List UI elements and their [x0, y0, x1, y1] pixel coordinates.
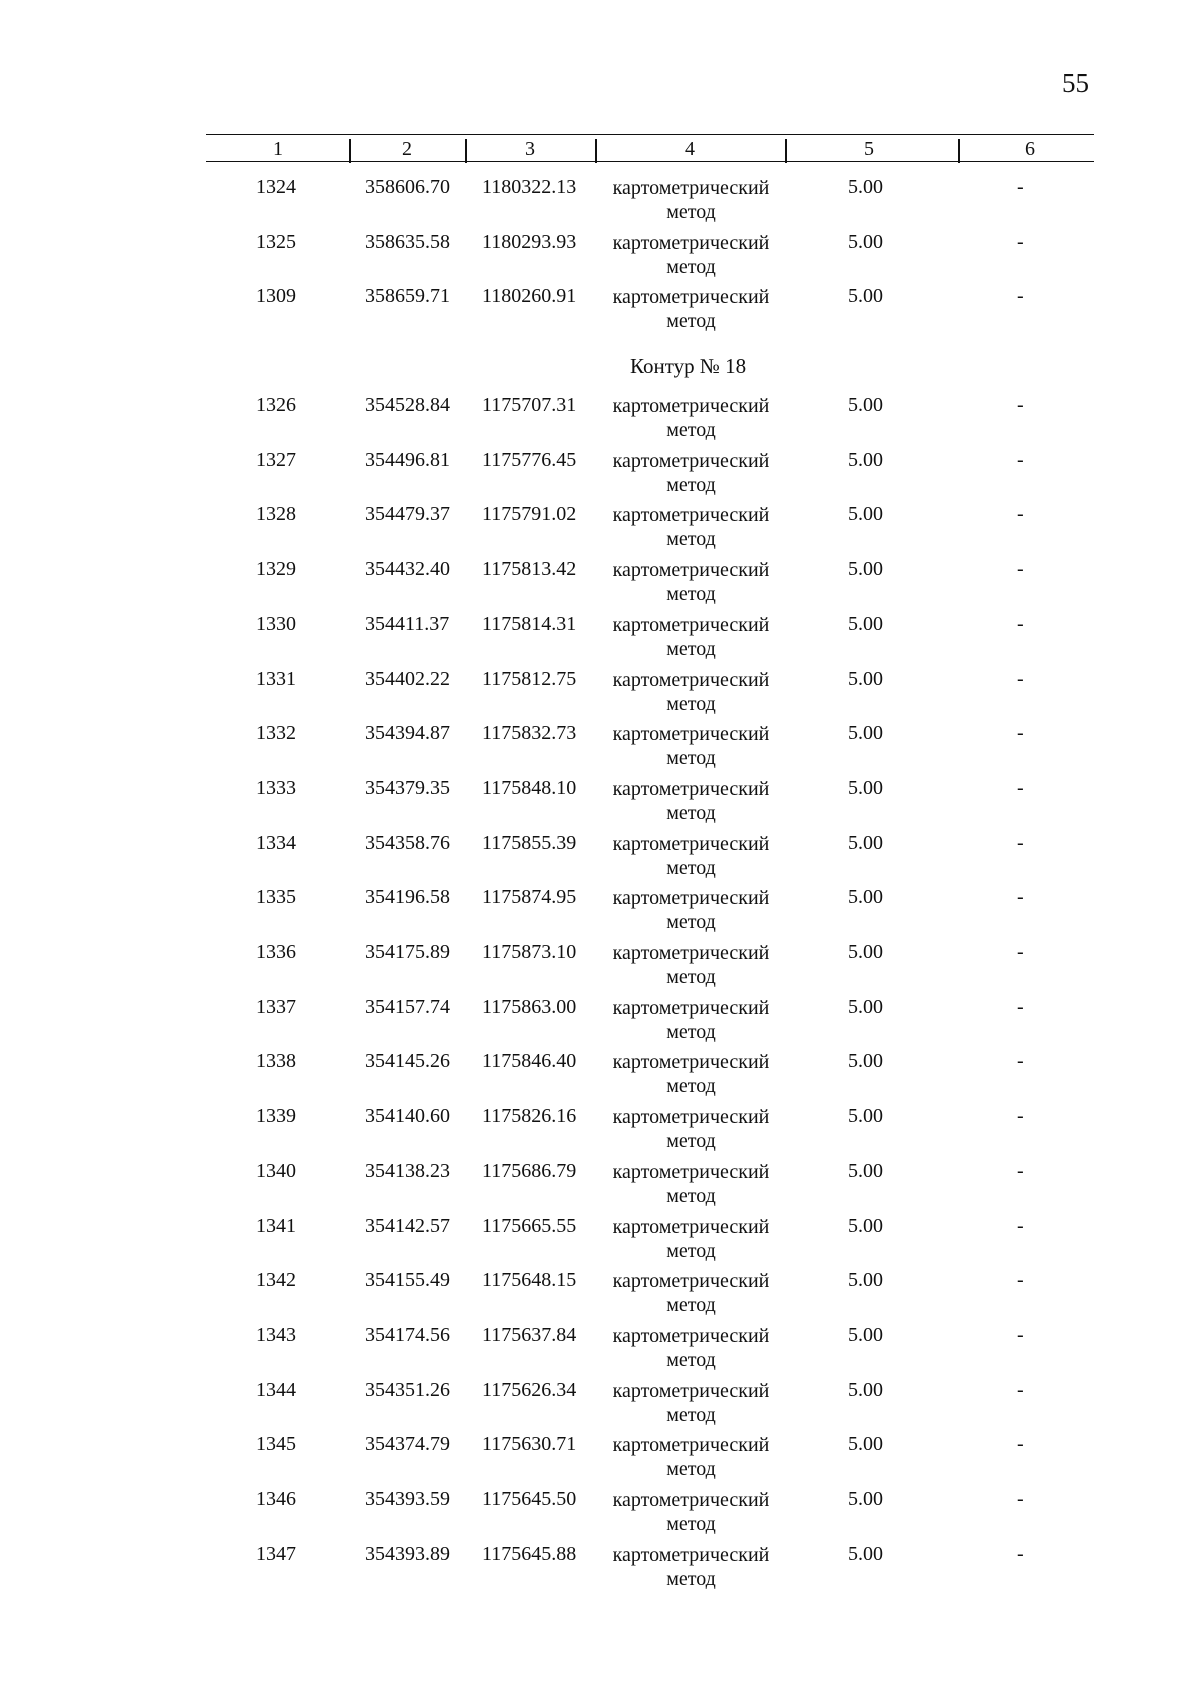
x-coordinate: 354351.26 [365, 1378, 450, 1401]
accuracy-value: 5.00 [848, 1050, 883, 1073]
point-number: 1341 [256, 1214, 296, 1237]
accuracy-value: 5.00 [848, 1214, 883, 1237]
method-line-2: метод [666, 310, 716, 333]
note-value: - [1017, 831, 1024, 854]
y-coordinate: 1175848.10 [482, 776, 577, 799]
method-cell [606, 1488, 776, 1536]
header-separator [785, 139, 787, 163]
note-value: - [1017, 1269, 1024, 1292]
point-number: 1334 [256, 831, 296, 854]
y-coordinate: 1175707.31 [482, 394, 577, 416]
y-coordinate: 1175813.42 [482, 558, 577, 581]
y-coordinate: 1175791.02 [482, 503, 577, 526]
accuracy-value: 5.00 [848, 1269, 883, 1292]
method-line-1: картометрический [612, 1051, 770, 1074]
point-number: 1345 [256, 1433, 296, 1456]
note-value: - [1017, 285, 1024, 308]
method-line-1: картометрический [612, 887, 770, 910]
point-number: 1329 [256, 558, 296, 581]
method-line-2: метод [666, 473, 716, 496]
method-line-1: картометрический [612, 942, 770, 964]
point-number: 1324 [256, 176, 296, 198]
method-line-1: картометрический [612, 177, 770, 199]
x-coordinate: 354496.81 [365, 448, 450, 471]
x-coordinate: 354411.37 [365, 612, 450, 635]
x-coordinate: 354140.60 [365, 1105, 450, 1128]
accuracy-value: 5.00 [848, 1542, 883, 1565]
method-line-2: метод [666, 201, 716, 223]
point-number: 1338 [256, 1050, 296, 1073]
header-col-2: 2 [402, 138, 412, 160]
method-cell [606, 668, 776, 716]
method-cell [606, 1215, 776, 1263]
header-separator [465, 139, 467, 163]
note-value: - [1017, 995, 1024, 1018]
method-cell [606, 1433, 776, 1481]
table-header-bottom-rule [206, 161, 1094, 162]
accuracy-value: 5.00 [848, 722, 883, 745]
method-line-1: картометрический [612, 1543, 770, 1566]
method-line-1: картометрический [612, 449, 770, 472]
note-value: - [1017, 1105, 1024, 1128]
method-line-1: картометрический [612, 1324, 770, 1347]
method-line-1: картометрический [612, 504, 770, 527]
note-value: - [1017, 558, 1024, 581]
point-number: 1347 [256, 1542, 296, 1565]
method-cell [606, 176, 776, 224]
method-line-2: метод [666, 1403, 716, 1426]
method-line-1: картометрический [612, 668, 770, 691]
method-line-1: картометрический [612, 1379, 770, 1402]
note-value: - [1017, 1159, 1024, 1182]
header-col-4: 4 [685, 138, 695, 160]
accuracy-value: 5.00 [848, 285, 883, 308]
accuracy-value: 5.00 [848, 995, 883, 1018]
method-cell [606, 996, 776, 1044]
method-cell [606, 941, 776, 989]
y-coordinate: 1175776.45 [482, 448, 577, 471]
point-number: 1332 [256, 722, 296, 745]
y-coordinate: 1175812.75 [482, 667, 577, 690]
note-value: - [1017, 776, 1024, 799]
method-line-2: метод [666, 1348, 716, 1371]
x-coordinate: 354138.23 [365, 1159, 450, 1182]
x-coordinate: 358635.58 [365, 230, 450, 253]
point-number: 1325 [256, 230, 296, 253]
accuracy-value: 5.00 [848, 1378, 883, 1401]
accuracy-value: 5.00 [848, 1488, 883, 1510]
x-coordinate: 354155.49 [365, 1269, 450, 1292]
y-coordinate: 1175626.34 [482, 1378, 577, 1401]
note-value: - [1017, 1378, 1024, 1401]
accuracy-value: 5.00 [848, 667, 883, 690]
method-line-2: метод [666, 583, 716, 606]
method-line-1: картометрический [612, 1489, 770, 1511]
point-number: 1330 [256, 612, 296, 635]
method-cell [606, 777, 776, 825]
note-value: - [1017, 1433, 1024, 1456]
method-cell [606, 613, 776, 661]
accuracy-value: 5.00 [848, 1323, 883, 1346]
method-cell [606, 1324, 776, 1372]
method-line-1: картометрический [612, 832, 770, 855]
note-value: - [1017, 722, 1024, 745]
accuracy-value: 5.00 [848, 886, 883, 909]
method-cell [606, 1105, 776, 1153]
y-coordinate: 1175630.71 [482, 1433, 577, 1456]
x-coordinate: 354196.58 [365, 886, 450, 909]
x-coordinate: 354379.35 [365, 776, 450, 799]
note-value: - [1017, 1050, 1024, 1073]
page-number: 55 [1062, 68, 1089, 98]
y-coordinate: 1175846.40 [482, 1050, 577, 1073]
method-line-2: метод [666, 1075, 716, 1098]
method-cell [606, 394, 776, 442]
y-coordinate: 1175832.73 [482, 722, 577, 745]
method-line-2: метод [666, 966, 716, 988]
accuracy-value: 5.00 [848, 1159, 883, 1182]
y-coordinate: 1175645.50 [482, 1488, 577, 1510]
method-line-1: картометрический [612, 286, 770, 309]
x-coordinate: 354175.89 [365, 941, 450, 963]
method-cell [606, 1543, 776, 1591]
method-cell [606, 449, 776, 497]
y-coordinate: 1175648.15 [482, 1269, 577, 1292]
accuracy-value: 5.00 [848, 831, 883, 854]
method-line-1: картометрический [612, 723, 770, 746]
method-line-2: метод [666, 1567, 716, 1590]
note-value: - [1017, 667, 1024, 690]
method-line-2: метод [666, 801, 716, 824]
y-coordinate: 1175863.00 [482, 995, 577, 1018]
note-value: - [1017, 503, 1024, 526]
header-separator [595, 139, 597, 163]
accuracy-value: 5.00 [848, 1105, 883, 1128]
x-coordinate: 354528.84 [365, 394, 450, 416]
x-coordinate: 354479.37 [365, 503, 450, 526]
y-coordinate: 1175686.79 [482, 1159, 577, 1182]
point-number: 1342 [256, 1269, 296, 1292]
header-col-6: 6 [1025, 138, 1035, 160]
y-coordinate: 1180260.91 [482, 285, 577, 308]
method-line-2: метод [666, 255, 716, 278]
method-cell [606, 1379, 776, 1427]
method-cell [606, 722, 776, 770]
method-cell [606, 886, 776, 934]
point-number: 1328 [256, 503, 296, 526]
note-value: - [1017, 1214, 1024, 1237]
accuracy-value: 5.00 [848, 448, 883, 471]
method-line-2: метод [666, 528, 716, 551]
note-value: - [1017, 1323, 1024, 1346]
method-line-1: картометрический [612, 395, 770, 417]
method-line-1: картометрический [612, 1270, 770, 1293]
method-line-2: метод [666, 856, 716, 879]
x-coordinate: 354157.74 [365, 995, 450, 1018]
accuracy-value: 5.00 [848, 230, 883, 253]
method-cell [606, 558, 776, 606]
method-line-2: метод [666, 1020, 716, 1043]
method-line-2: метод [666, 1513, 716, 1535]
x-coordinate: 354432.40 [365, 558, 450, 581]
header-separator [349, 139, 351, 163]
accuracy-value: 5.00 [848, 941, 883, 963]
method-line-2: метод [666, 1458, 716, 1481]
method-line-2: метод [666, 692, 716, 715]
point-number: 1346 [256, 1488, 296, 1510]
accuracy-value: 5.00 [848, 558, 883, 581]
point-number: 1344 [256, 1378, 296, 1401]
header-col-5: 5 [864, 138, 874, 160]
accuracy-value: 5.00 [848, 176, 883, 198]
method-line-2: метод [666, 911, 716, 934]
method-cell [606, 1269, 776, 1317]
accuracy-value: 5.00 [848, 612, 883, 635]
note-value: - [1017, 394, 1024, 416]
header-separator [958, 139, 960, 163]
method-line-1: картометрический [612, 996, 770, 1019]
x-coordinate: 354358.76 [365, 831, 450, 854]
method-line-2: метод [666, 637, 716, 660]
y-coordinate: 1175874.95 [482, 886, 577, 909]
note-value: - [1017, 176, 1024, 198]
note-value: - [1017, 941, 1024, 963]
point-number: 1309 [256, 285, 296, 308]
table-header-top-rule [206, 134, 1094, 135]
method-line-2: метод [666, 1130, 716, 1153]
y-coordinate: 1175873.10 [482, 941, 577, 963]
x-coordinate: 358606.70 [365, 176, 450, 198]
point-number: 1335 [256, 886, 296, 909]
x-coordinate: 358659.71 [365, 285, 450, 308]
note-value: - [1017, 612, 1024, 635]
header-col-1: 1 [273, 138, 283, 160]
point-number: 1339 [256, 1105, 296, 1128]
method-line-1: картометрический [612, 1215, 770, 1238]
accuracy-value: 5.00 [848, 394, 883, 416]
x-coordinate: 354142.57 [365, 1214, 450, 1237]
point-number: 1326 [256, 394, 296, 416]
method-line-2: метод [666, 1239, 716, 1262]
point-number: 1327 [256, 448, 296, 471]
y-coordinate: 1175826.16 [482, 1105, 577, 1128]
method-cell [606, 1160, 776, 1208]
method-cell [606, 832, 776, 880]
x-coordinate: 354402.22 [365, 667, 450, 690]
note-value: - [1017, 886, 1024, 909]
accuracy-value: 5.00 [848, 503, 883, 526]
y-coordinate: 1175637.84 [482, 1323, 577, 1346]
note-value: - [1017, 1488, 1024, 1510]
x-coordinate: 354394.87 [365, 722, 450, 745]
section-title: Контур № 18 [630, 354, 747, 378]
method-line-2: метод [666, 1184, 716, 1207]
y-coordinate: 1175645.88 [482, 1542, 577, 1565]
method-line-2: метод [666, 747, 716, 770]
point-number: 1333 [256, 776, 296, 799]
method-cell [606, 285, 776, 333]
y-coordinate: 1175814.31 [482, 612, 577, 635]
method-line-1: картометрический [612, 1434, 770, 1457]
method-line-2: метод [666, 419, 716, 441]
accuracy-value: 5.00 [848, 776, 883, 799]
x-coordinate: 354393.59 [365, 1488, 450, 1510]
method-line-1: картометрический [612, 1106, 770, 1129]
method-line-2: метод [666, 1294, 716, 1317]
point-number: 1343 [256, 1323, 296, 1346]
method-line-1: картометрический [612, 559, 770, 582]
note-value: - [1017, 1542, 1024, 1565]
point-number: 1337 [256, 995, 296, 1018]
note-value: - [1017, 230, 1024, 253]
method-cell [606, 231, 776, 279]
method-cell [606, 503, 776, 551]
method-cell [606, 1050, 776, 1098]
point-number: 1340 [256, 1159, 296, 1182]
y-coordinate: 1175665.55 [482, 1214, 577, 1237]
method-line-1: картометрический [612, 231, 770, 254]
x-coordinate: 354174.56 [365, 1323, 450, 1346]
y-coordinate: 1180322.13 [482, 176, 577, 198]
method-line-1: картометрический [612, 777, 770, 800]
x-coordinate: 354393.89 [365, 1542, 450, 1565]
accuracy-value: 5.00 [848, 1433, 883, 1456]
x-coordinate: 354374.79 [365, 1433, 450, 1456]
y-coordinate: 1175855.39 [482, 831, 577, 854]
note-value: - [1017, 448, 1024, 471]
header-col-3: 3 [525, 138, 535, 160]
x-coordinate: 354145.26 [365, 1050, 450, 1073]
point-number: 1331 [256, 667, 296, 690]
method-line-1: картометрический [612, 1160, 770, 1183]
point-number: 1336 [256, 941, 296, 963]
method-line-1: картометрический [612, 613, 770, 636]
y-coordinate: 1180293.93 [482, 230, 577, 253]
